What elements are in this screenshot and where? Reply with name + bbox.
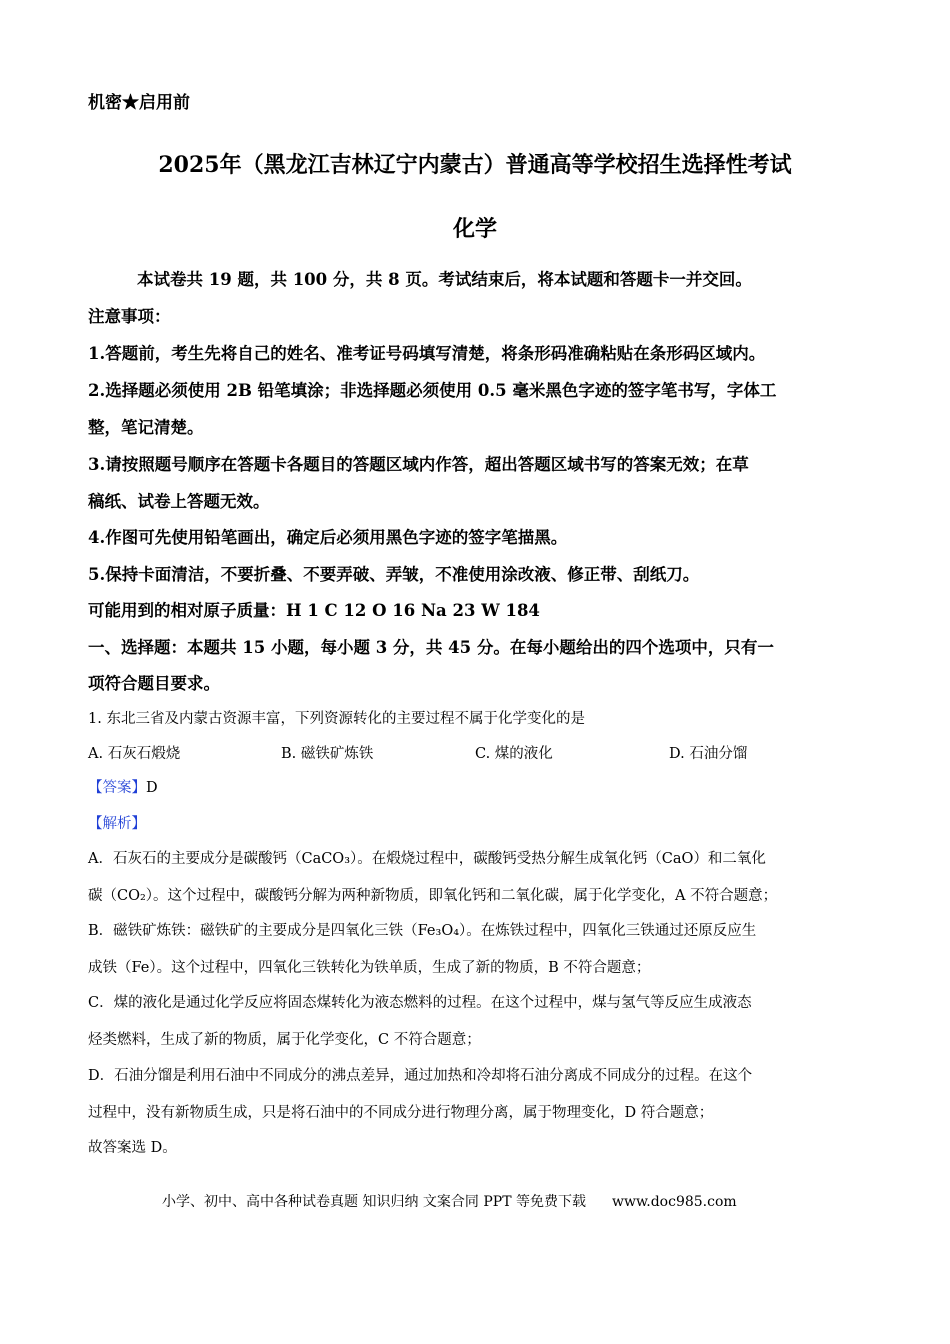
analysis-line	[88, 812, 146, 833]
note-3-line-2: 稿纸、试卷上答题无效。	[88, 492, 270, 511]
analysis-tag: 【解析】	[88, 816, 146, 832]
note-4: 4.作图可先使用铅笔画出，确定后必须用黑色字迹的签字笔描黑。	[88, 528, 568, 547]
analysis-text-line: C．煤的液化是通过化学反应将固态煤转化为液态燃料的过程。在这个过程中，煤与氢气等反应生成液态	[88, 995, 752, 1011]
note-1: 1.答题前，考生先将自己的姓名、准考证号码填写清楚，将条形码准确粘贴在条形码区域内。	[88, 344, 766, 363]
answer-line	[88, 776, 158, 797]
section-heading-line-1: 一、选择题：本题共 15 小题，每小题 3 分，共 45 分。在每小题给出的四个选项中，只有一	[88, 638, 774, 657]
analysis-text-line: 碳（CO₂）。这个过程中，碳酸钙分解为两种新物质，即氧化钙和二氧化碳，属于化学变化，A 不符合题意；	[88, 888, 778, 904]
analysis-text-line: 成铁（Fe）。这个过程中，四氧化三铁转化为铁单质，生成了新的物质，B 不符合题意；	[88, 960, 651, 976]
exam-intro: 本试卷共 19 题，共 100 分，共 8 页。考试结束后，将本试题和答题卡一并交回。	[137, 270, 752, 289]
note-2-line-1: 2.选择题必须使用 2B 铅笔填涂；非选择题必须使用 0.5 毫米黑色字迹的签字笔书写，字体工	[88, 381, 777, 400]
option-b: B. 磁铁矿炼铁	[281, 746, 374, 762]
analysis-text-line: 过程中，没有新物质生成，只是将石油中的不同成分进行物理分离，属于物理变化，D 符合题意；	[88, 1105, 714, 1121]
note-5: 5.保持卡面清洁，不要折叠、不要弄破、弄皱，不准使用涂改液、修正带、刮纸刀。	[88, 565, 700, 584]
footer-text: 小学、初中、高中各种试卷真题 知识归纳 文案合同 PPT 等免费下载	[162, 1194, 586, 1210]
analysis-text-line: D．石油分馏是利用石油中不同成分的沸点差异，通过加热和冷却将石油分离成不同成分的过程。在这个	[88, 1068, 753, 1084]
section-heading-line-2: 项符合题目要求。	[88, 674, 220, 693]
option-c: C. 煤的液化	[475, 746, 553, 762]
analysis-text-line: 烃类燃料，生成了新的物质，属于化学变化，C 不符合题意；	[88, 1032, 481, 1048]
analysis-text-line: A．石灰石的主要成分是碳酸钙（CaCO₃）。在煅烧过程中，碳酸钙受热分解生成氧化钙（CaO）和二氧化	[88, 851, 766, 867]
analysis-text-line: 故答案选 D。	[88, 1140, 177, 1156]
exam-title: 2025年（黑龙江吉林辽宁内蒙古）普通高等学校招生选择性考试	[158, 152, 792, 178]
answer-tag: 【答案】	[88, 780, 146, 796]
confidential-label: 机密★启用前	[88, 93, 190, 113]
page-footer	[162, 1191, 737, 1211]
notes-heading: 注意事项：	[88, 307, 171, 326]
answer-value: D	[146, 780, 158, 796]
option-a: A. 石灰石煅烧	[88, 746, 181, 762]
footer-site-link[interactable]: www.doc985.com	[611, 1194, 737, 1210]
atomic-masses: 可能用到的相对原子质量：H 1 C 12 O 16 Na 23 W 184	[88, 601, 540, 620]
analysis-text-line: B．磁铁矿炼铁：磁铁矿的主要成分是四氧化三铁（Fe₃O₄）。在炼铁过程中，四氧化三铁通过还原反应生	[88, 923, 757, 939]
note-2-line-2: 整，笔记清楚。	[88, 418, 204, 437]
subject-title: 化学	[452, 216, 497, 242]
question-1-stem: 1. 东北三省及内蒙古资源丰富，下列资源转化的主要过程不属于化学变化的是	[88, 711, 585, 727]
note-3-line-1: 3.请按照题号顺序在答题卡各题目的答题区域内作答，超出答题区域书写的答案无效；在草	[88, 455, 749, 474]
option-d: D. 石油分馏	[669, 746, 748, 762]
